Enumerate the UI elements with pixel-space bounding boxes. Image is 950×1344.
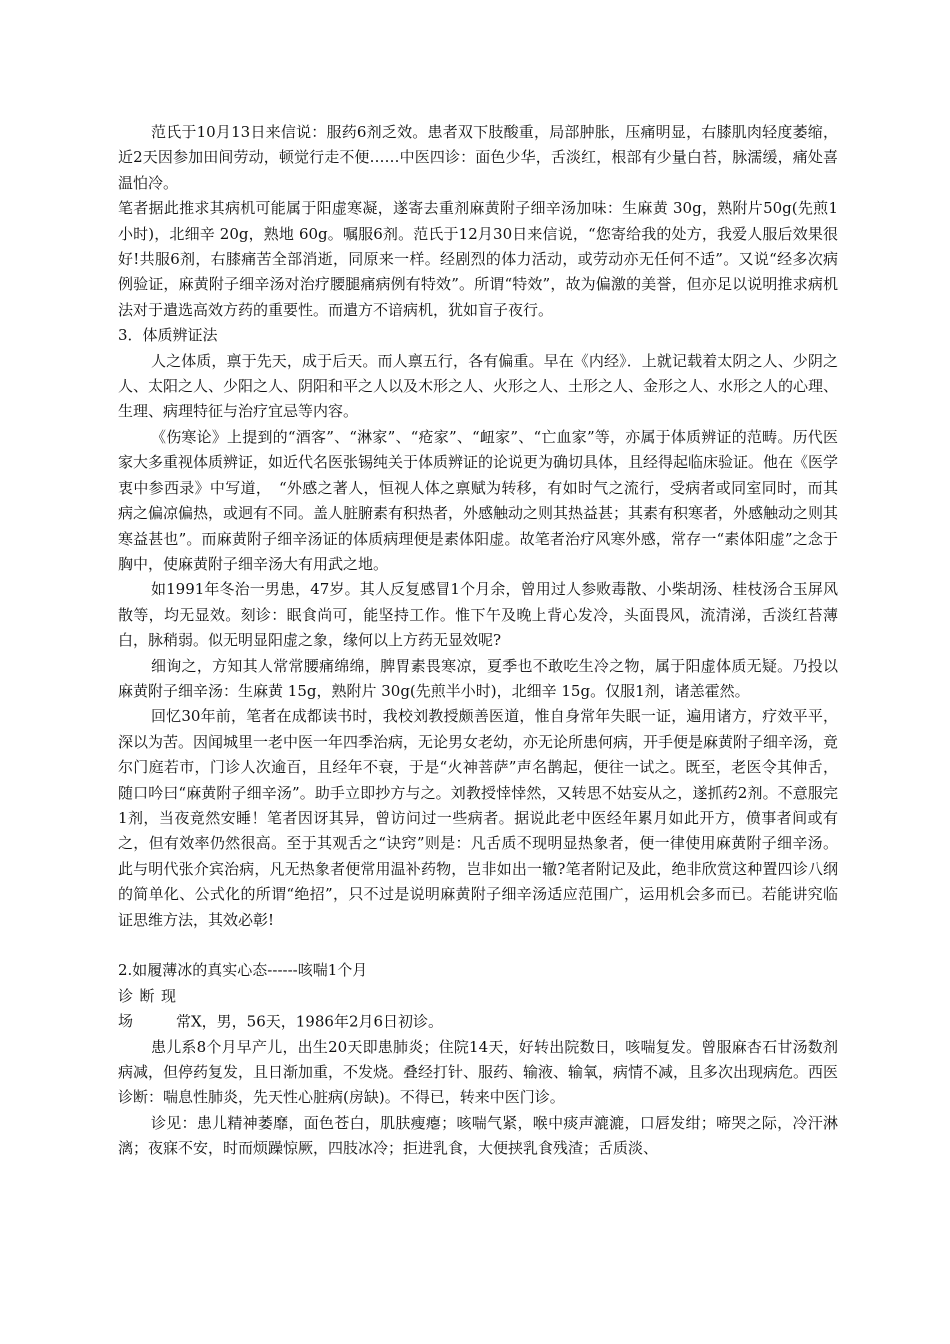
paragraph-case-inquiry: 细询之，方知其人常常腰痛绵绵，脾胃素畏寒凉，夏季也不敢吃生冷之物，属于阳虚体质无疑。乃投以麻黄附子细辛汤：生麻黄 15g，熟附片 30g(先煎半小时)，北细辛 15g。仅服1剂，诸恙霍然。 [118,656,838,700]
case-intro-line [118,984,838,1035]
document-page [118,120,838,1162]
case-text: 常X，男，56天，1986年2月6日初诊。 [176,1012,444,1031]
paragraph-prescription-result: 笔者据此推求其病机可能属于阳虚寒凝，遂寄去重剂麻黄附子细辛汤加味：生麻黄 30g，熟附片50g(先煎1小时)，北细辛 20g，熟地 60g。嘱服6剂。范氏于12月30日来信说，“您寄给我的处方，我爱人服后效果很好!共服6剂，右膝痛苦全部消逝，同原来一样。经剧烈的体力活动，或劳动亦无任何不适”。又说“经多次病例验证，麻黄附子细辛汤对治疗腰腿痛病例有特效”。所谓“特效”，故为偏激的美誉，但亦足以说明推求病机法对于遣选高效方药的重要性。而遣方不谙病机，犹如盲子夜行。 [118,199,838,319]
paragraph-recollection: 回忆30年前，笔者在成都读书时，我校刘教授颇善医道，惟自身常年失眠一证，遍用诸方，疗效平平，深以为苦。因闻城里一老中医一年四季治病，无论男女老幼，亦无论所患何病，开手便是麻黄附子细辛汤，竟尔门庭若市，门诊人次逾百，且经年不衰，于是“火神菩萨”声名鹊起，便往一试之。既至，老医令其伸舌，随口吟曰“麻黄附子细辛汤”。助手立即抄方与之。刘教授悻悻然，又转思不姑妄从之，遂抓药2剂。不意服完1剂，当夜竟然安睡！笔者因讶其异，曾访问过一些病者。据说此老中医经年累月如此开方，偾事者间或有之，但有效率仍然很高。至于其观舌之“诀窍”则是：凡舌质不现明显热象者，便一律使用麻黄附子细辛汤。此与明代张介宾治病，凡无热象者便常用温补药物，岂非如出一辙?笔者附记及此，绝非欣赏这种置四诊八纲的简单化、公式化的所谓“绝招”，只不过是说明麻黄附子细辛汤适应范围广，运用机会多而已。若能讲究临证思维方法，其效必彰! [118,707,839,929]
paragraph-patient-history: 患儿系8个月早产儿，出生20天即患肺炎；住院14天，好转出院数日，咳喘复发。曾服麻杏石甘汤数剂病减，但停药复发，且日渐加重，不发烧。叠经打针、服药、输液、输氧，病情不减，且多次出现病危。西医诊断：喘息性肺炎，先天性心脏病(房缺)。不得已，转来中医门诊。 [118,1037,839,1107]
case-label: 诊断现场 [118,986,176,1031]
paragraph-constitution-intro: 人之体质，禀于先天，成于后天。而人禀五行，各有偏重。早在《内经》．上就记载着太阴之人、少阴之人、太阳之人、少阳之人、阴阳和平之人以及木形之人、火形之人、土形之人、金形之人、水形之人的心理、生理、病理特征与治疗宜忌等内容。 [118,351,839,421]
paragraph-shanghan-constitution: 《伤寒论》上提到的“酒客”、“淋家”、“疮家”、“衄家”、“亡血家”等，亦属于体质辨证的范畴。历代医家大多重视体质辨证，如近代名医张锡纯关于体质辨证的论说更为确切具体，且经得起临床验证。他在《医学衷中参西录》中写道， “外感之著人，恒视人体之禀赋为转移，有如时气之流行，受病者或同室同时，而其病之偏凉偏热，或迥有不同。盖人脏腑素有积热者，外感触动之则其热益甚；其素有积寒者，外感触动之则其寒益甚也”。而麻黄附子细辛汤证的体质病理便是素体阳虚。故笔者治疗风寒外感，常存一“素体阳虚”之念于胸中，使麻黄附子细辛汤大有用武之地。 [118,427,839,573]
paragraph-fan-letter-oct: 范氏于10月13日来信说：服药6剂乏效。患者双下肢酸重，局部肿胀，压痛明显，右膝肌肉轻度萎缩，近2天因参加田间劳动，顿觉行走不便……中医四诊：面色少华，舌淡红，根部有少量白苔，脉濡缓，痛处喜温怕冷。 [118,123,838,192]
paragraph-examination: 诊见：患儿精神萎靡，面色苍白，肌肤瘦瘪；咳喘气紧，喉中痰声漉漉，口唇发绀；啼哭之际，冷汗淋漓；夜寐不安，时而烦躁惊厥，四肢冰冷；拒进乳食，大便挟乳食残渣；舌质淡、 [118,1113,838,1158]
section-heading-constitution: 3．体质辨证法 [118,326,218,345]
blank-line [118,933,838,958]
paragraph-case-1991: 如1991年冬治一男患，47岁。其人反复感冒1个月余，曾用过人参败毒散、小柴胡汤、桂枝汤合玉屏风散等，均无显效。刻诊：眠食尚可，能坚持工作。惟下午及晚上背心发冷，头面畏风，流清涕，舌淡红苔薄白，脉稍弱。似无明显阳虚之象，缘何以上方药无显效呢? [118,580,838,650]
section-heading-cough: 2.如履薄冰的真实心态------咳喘1个月 [118,961,368,980]
